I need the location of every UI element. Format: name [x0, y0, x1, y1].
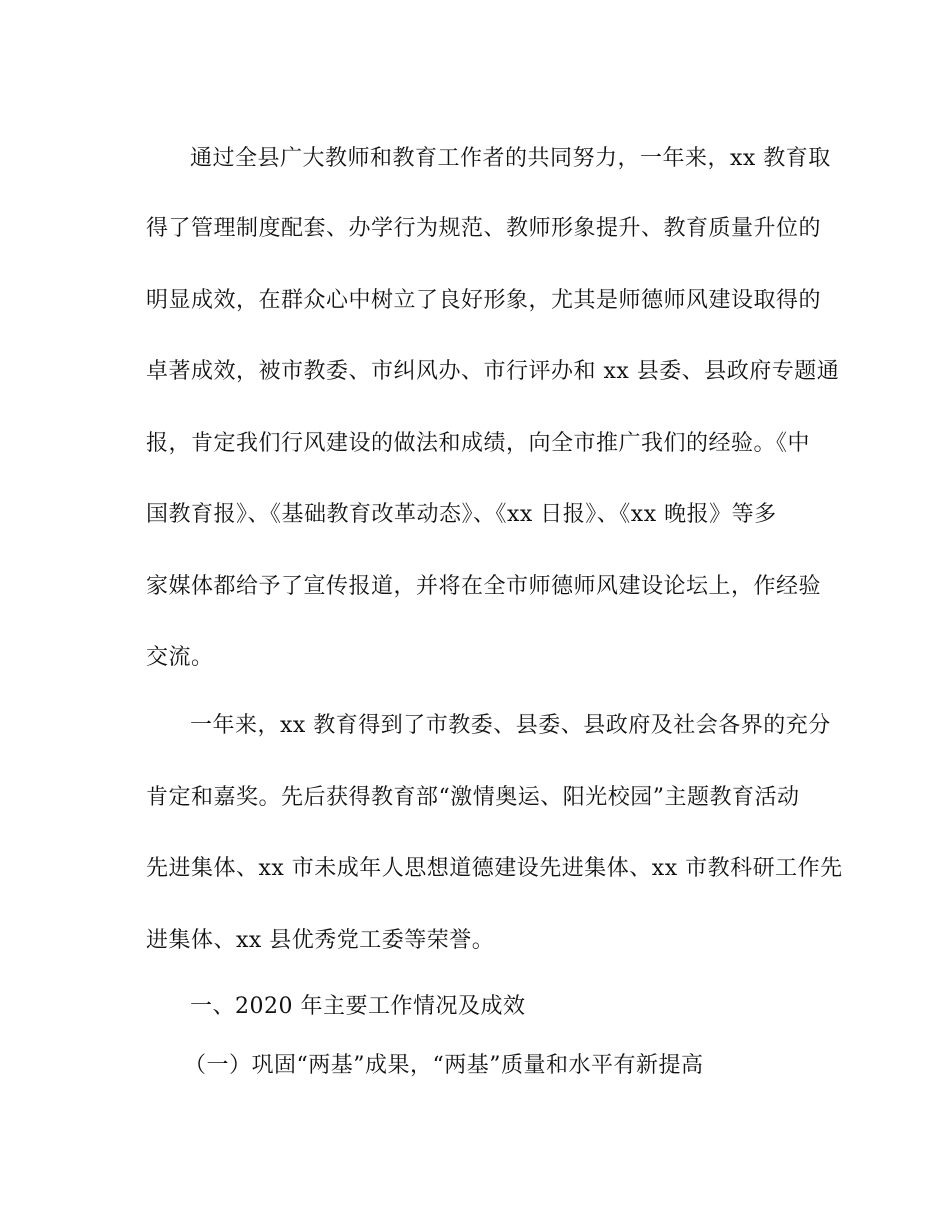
- paragraph-1-line-2: 得了管理制度配套、办学行为规范、教师形象提升、教育质量升位的: [146, 216, 822, 241]
- paragraph-1-line-4: 卓著成效，被市教委、市纠风办、市行评办和 xx 县委、县政府专题通: [146, 359, 840, 384]
- paragraph-1-line-6: 国教育报》、《基础教育改革动态》、《xx 日报》、《xx 晚报》等多: [146, 502, 777, 527]
- paragraph-1-line-7: 家媒体都给予了宣传报道，并将在全市师德师风建设论坛上，作经验: [146, 574, 822, 599]
- paragraph-1-line-5: 报，肯定我们行风建设的做法和成绩，向全市推广我们的经验。《中: [146, 431, 811, 456]
- paragraph-2-line-2: 肯定和嘉奖。先后获得教育部“激情奥运、阳光校园”主题教育活动: [146, 785, 800, 810]
- paragraph-2-line-4: 进集体、xx 县优秀党工委等荣誉。: [146, 928, 495, 953]
- paragraph-2-line-3: 先进集体、xx 市未成年人思想道德建设先进集体、xx 市教科研工作先: [146, 856, 843, 881]
- paragraph-1-line-3: 明显成效，在群众心中树立了良好形象，尤其是师德师风建设取得的: [146, 288, 822, 313]
- paragraph-2-line-1: 一年来，xx 教育得到了市教委、县委、县政府及社会各界的充分: [190, 713, 831, 738]
- paragraph-1-line-1: 通过全县广大教师和教育工作者的共同努力，一年来，xx 教育取: [190, 146, 831, 171]
- section-heading-1: 一、2020 年主要工作情况及成效: [190, 994, 526, 1019]
- paragraph-1-line-8: 交流。: [146, 645, 214, 670]
- section-heading-2: （一）巩固“两基”成果，“两基”质量和水平有新提高: [184, 1053, 704, 1078]
